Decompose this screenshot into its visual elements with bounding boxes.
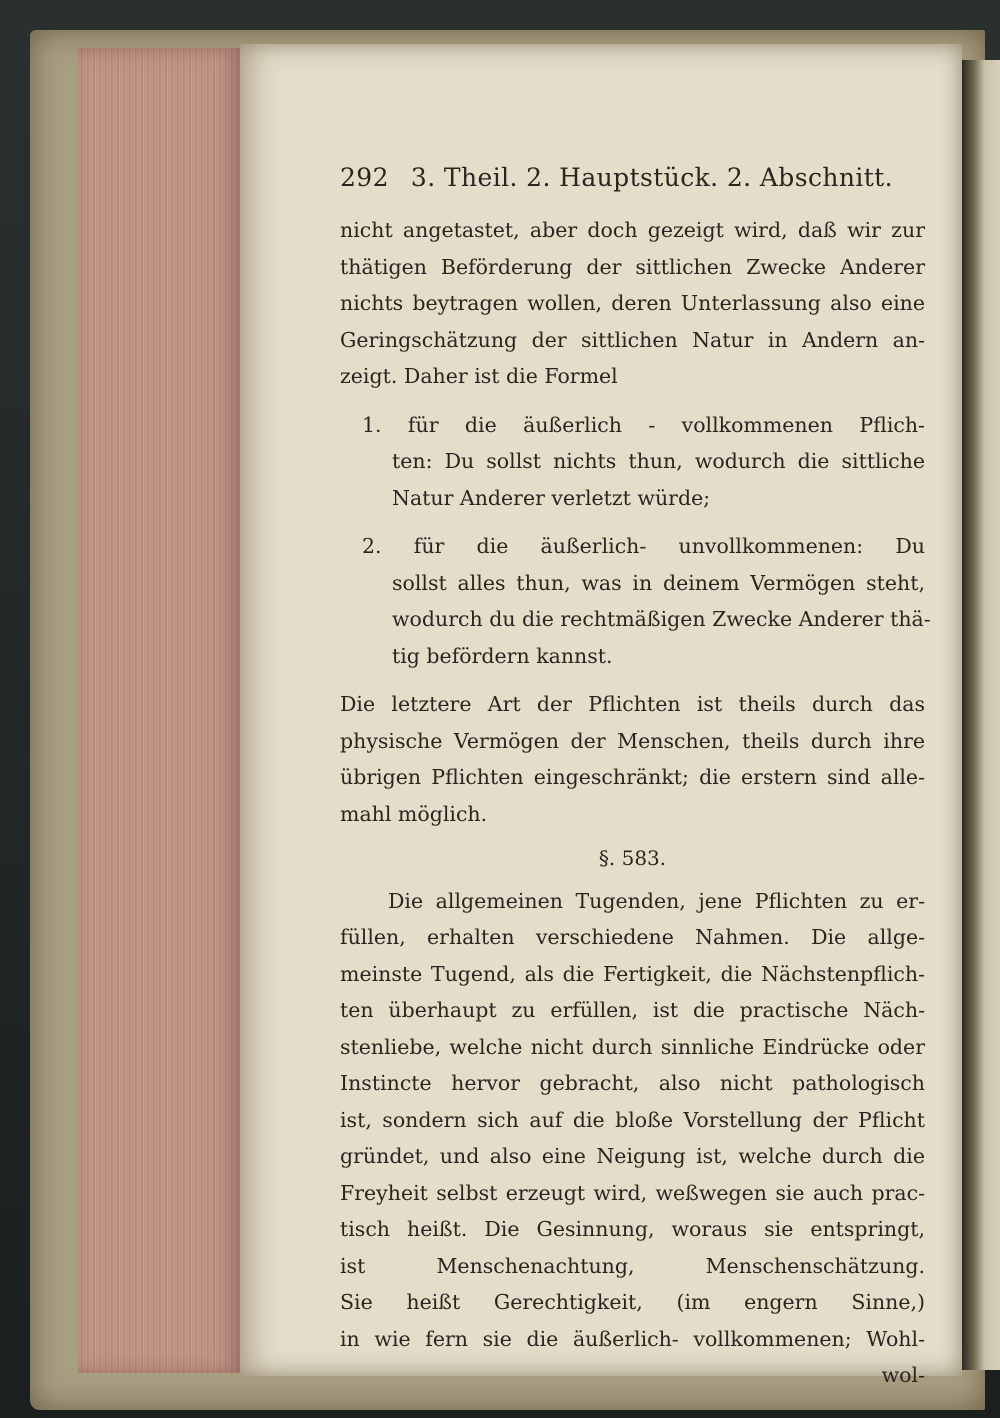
text-line: stenliebe, welche nicht durch sinnliche Eindrücke oder <box>340 1034 925 1059</box>
intro-paragraph <box>340 212 925 395</box>
formula-item-2 <box>340 528 931 674</box>
text-line: ten: Du sollst nichts thun, wodurch die sittliche <box>392 449 925 473</box>
running-title: 3. Theil. 2. Hauptstück. 2. Abschnitt. <box>410 163 893 192</box>
text-line: ten überhaupt zu erfüllen, ist die practische Näch- <box>340 998 925 1022</box>
text-line: sollst alles thun, was in deinem Vermögen steht, <box>392 570 925 595</box>
text-line: 2. für die äußerlich- unvollkommenen: Du <box>362 534 925 558</box>
section-heading: §. 583. <box>598 846 667 870</box>
text-line: nichts beytragen wollen, deren Unterlassung also eine <box>340 291 925 315</box>
section-paragraph <box>340 883 925 1394</box>
text-line: in wie fern sie die äußerlich- vollkommenen; Wohl- <box>340 1326 925 1351</box>
text-line: Instincte hervor gebracht, also nicht pathologisch <box>340 1071 925 1095</box>
text-line: tig befördern kannst. <box>392 643 613 668</box>
page-edges <box>78 48 245 1373</box>
text-line: 1. für die äußerlich - vollkommenen Pflich- <box>362 412 925 437</box>
text-line: gründet, und also eine Neigung ist, welche durch die <box>340 1144 925 1168</box>
formula-item-1 <box>340 407 925 517</box>
text-line: mahl möglich. <box>340 801 488 826</box>
text-line: tisch heißt. Die Gesinnung, woraus sie entspringt, <box>340 1217 925 1241</box>
text-line: ist, sondern sich auf die bloße Vorstellung der Pflicht <box>340 1107 925 1132</box>
text-line: Sie heißt Gerechtigkeit, (im engern Sinne,) <box>340 1290 925 1314</box>
text-line: nicht angetastet, aber doch gezeigt wird, daß wir zur <box>340 218 925 242</box>
catchword: wol- <box>881 1363 925 1387</box>
text-line: Die letztere Art der Pflichten ist theils durch das <box>340 692 925 716</box>
text-line: Freyheit selbst erzeugt wird, weßwegen sie auch prac- <box>340 1180 925 1205</box>
running-header <box>340 160 925 196</box>
text-line: füllen, erhalten verschiedene Nahmen. Die allge- <box>340 925 925 949</box>
text-line: ist Menschenachtung, Menschenschätzung. <box>340 1253 925 1278</box>
text-line: physische Vermögen der Menschen, theils durch ihre <box>340 728 925 753</box>
text-line: übrigen Pflichten eingeschränkt; die erstern sind alle- <box>340 765 925 789</box>
text-line: zeigt. Daher ist die Formel <box>340 364 618 388</box>
text-line: thätigen Beförderung der sittlichen Zwecke Anderer <box>340 254 925 279</box>
page-text <box>340 160 931 1394</box>
closing-paragraph <box>340 686 925 832</box>
text-line: meinste Tugend, als die Fertigkeit, die Nächstenpflich- <box>340 961 925 986</box>
text-line: Die allgemeinen Tugenden, jene Pflichten zu er- <box>388 888 925 913</box>
page-number: 292 <box>340 163 389 192</box>
text-line: wodurch du die rechtmäßigen Zwecke Anderer thä- <box>392 607 931 631</box>
text-line: Natur Anderer verletzt würde; <box>392 485 711 510</box>
text-line: Geringschätzung der sittlichen Natur in Andern an- <box>340 327 925 352</box>
next-page-edge <box>962 60 1000 1370</box>
